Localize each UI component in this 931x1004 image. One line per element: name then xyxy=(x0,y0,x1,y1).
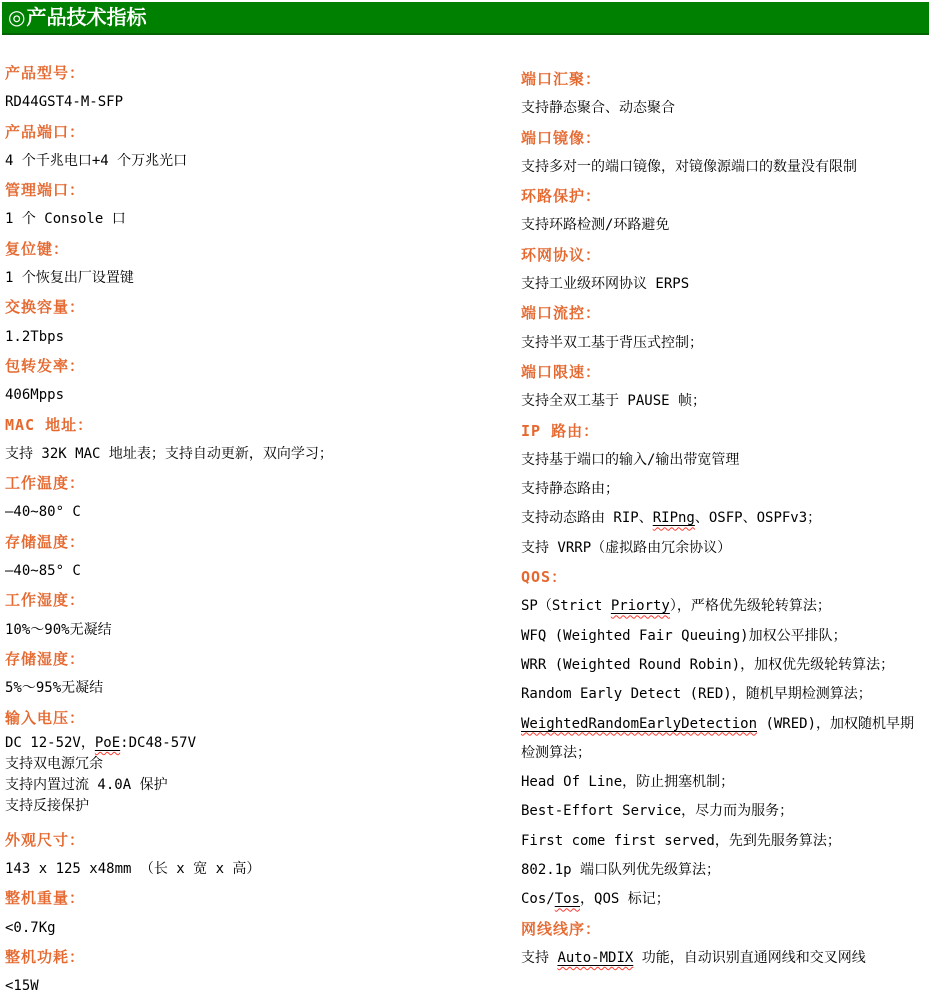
spec-section-heading: 存储温度： xyxy=(5,532,86,551)
spec-section xyxy=(5,176,495,235)
spec-section xyxy=(521,299,921,358)
spec-value-line xyxy=(521,270,921,299)
spec-value-line xyxy=(5,264,495,293)
spec-column-left xyxy=(5,59,495,1002)
misspelled-word xyxy=(555,891,580,907)
spec-section-heading: 端口流控： xyxy=(521,304,602,323)
text-segment: 支持工业级环网协议 ERPS xyxy=(521,276,690,293)
spec-value-line xyxy=(521,680,921,709)
spec-value-line xyxy=(5,775,495,796)
spec-section xyxy=(5,352,495,411)
text-segment: 支持 xyxy=(521,949,558,966)
spec-value-line xyxy=(521,885,921,914)
spec-section-heading: 包转发率： xyxy=(5,356,86,375)
spec-value-line xyxy=(5,205,495,234)
misspelled-word xyxy=(557,950,633,966)
spec-section xyxy=(521,241,921,300)
spec-value-line xyxy=(5,440,495,469)
spec-section xyxy=(5,704,495,817)
text-segment: Cos/ xyxy=(521,891,555,908)
spec-section xyxy=(5,118,495,177)
text-segment: 1.2Tbps xyxy=(5,328,65,345)
spec-value-line xyxy=(5,323,495,352)
spec-section-heading: IP 路由： xyxy=(521,421,600,440)
spellcheck-underline: Priorty xyxy=(610,598,670,615)
text-segment: 支持内置过流 4.0A 保护 xyxy=(5,776,168,793)
spec-value-line xyxy=(521,329,921,358)
spec-value-line xyxy=(521,504,921,533)
spec-section xyxy=(521,182,921,241)
text-segment: 支持双电源冗余 xyxy=(5,755,103,772)
spec-section-heading: 管理端口： xyxy=(5,181,86,200)
page-title-bar xyxy=(2,2,929,35)
spec-value-line xyxy=(521,622,921,651)
spec-section xyxy=(521,358,921,417)
text-segment: WFQ (Weighted Fair Queuing)加权公平排队； xyxy=(521,627,847,644)
spec-value-line xyxy=(521,94,921,123)
page-title: 产品技术指标 xyxy=(26,5,147,29)
text-segment: Best-Effort Service，尽力而为服务； xyxy=(521,803,794,820)
spec-value-line xyxy=(521,153,921,182)
spellcheck-underline: Tos xyxy=(554,891,581,908)
text-segment: 支持基于端口的输入/输出带宽管理 xyxy=(521,451,740,468)
text-segment: First come first served，先到先服务算法； xyxy=(521,832,841,849)
title-bullet-icon: ◎ xyxy=(8,5,26,29)
text-segment: 支持环路检测/环路避免 xyxy=(521,217,670,234)
spec-value-line xyxy=(521,211,921,240)
spec-value-line xyxy=(521,768,921,797)
spec-value-line xyxy=(521,856,921,885)
text-segment: 1 个 Console 口 xyxy=(5,211,126,228)
text-segment: 143 x 125 x48mm （长 x 宽 x 高） xyxy=(5,861,261,878)
text-segment: 支持反接保护 xyxy=(5,797,89,814)
spec-section xyxy=(5,645,495,704)
text-segment: 支持静态路由； xyxy=(521,481,619,498)
spec-section-heading: 交换容量： xyxy=(5,298,86,317)
text-segment: WRR (Weighted Round Robin)，加权优先级轮转算法； xyxy=(521,656,895,673)
spec-section xyxy=(5,293,495,352)
spec-value-line xyxy=(5,147,495,176)
spellcheck-underline: WeightedRandomEarlyDetection xyxy=(521,715,758,732)
spec-section-heading: 工作湿度： xyxy=(5,591,86,610)
spellcheck-underline: PoE xyxy=(94,734,121,751)
text-segment: Random Early Detect (RED)，随机早期检测算法； xyxy=(521,686,872,703)
spec-section-heading: 环网协议： xyxy=(521,245,602,264)
spec-section xyxy=(521,65,921,124)
spec-value-line xyxy=(521,446,921,475)
text-segment: —40~80° C xyxy=(5,504,81,521)
spec-section xyxy=(521,563,921,915)
spec-section xyxy=(521,417,921,563)
misspelled-word xyxy=(611,598,670,614)
text-segment: 支持静态聚合、动态聚合 xyxy=(521,100,675,117)
spec-section-heading: 输入电压： xyxy=(5,708,86,727)
text-segment: RD44GST4-M-SFP xyxy=(5,94,124,111)
spec-section-heading: 产品型号： xyxy=(5,64,86,82)
spec-value-line xyxy=(521,387,921,416)
spec-section xyxy=(5,235,495,294)
spec-section-heading: 环路保护： xyxy=(521,187,602,206)
spec-value-line xyxy=(5,381,495,410)
misspelled-word xyxy=(521,716,757,732)
spec-value-line xyxy=(5,88,495,117)
spec-column-right xyxy=(521,65,921,973)
spec-value-line xyxy=(521,944,921,973)
text-segment: 功能，自动识别直通网线和交叉网线 xyxy=(633,949,866,966)
spec-section xyxy=(5,826,495,885)
text-segment: 5%～95%无凝结 xyxy=(5,680,104,697)
spec-section-heading: 端口镜像： xyxy=(521,128,602,147)
text-segment: 支持多对一的端口镜像，对镜像源端口的数量没有限制 xyxy=(521,158,857,175)
spec-value-line xyxy=(5,914,495,943)
text-segment: SP（Strict xyxy=(521,598,611,615)
misspelled-word xyxy=(95,735,120,751)
spec-section xyxy=(5,586,495,645)
spec-section xyxy=(5,884,495,943)
spec-section-heading: 整机功耗： xyxy=(5,948,86,967)
spec-section xyxy=(5,411,495,470)
spellcheck-underline: Auto-MDIX xyxy=(557,949,634,966)
spec-value-line xyxy=(521,475,921,504)
text-segment: 支持 32K MAC 地址表；支持自动更新，双向学习； xyxy=(5,445,333,462)
spec-value-line xyxy=(5,557,495,586)
text-segment: ），严格优先级轮转算法； xyxy=(669,598,831,615)
spec-value-line xyxy=(5,972,495,1001)
spec-section xyxy=(5,59,495,118)
text-segment: 406Mpps xyxy=(5,387,65,404)
spec-section xyxy=(5,528,495,587)
text-segment: 支持半双工基于背压式控制； xyxy=(521,334,703,351)
spec-value-line xyxy=(5,616,495,645)
text-segment: 802.1p 端口队列优先级算法； xyxy=(521,862,721,879)
text-segment: 支持全双工基于 PAUSE 帧； xyxy=(521,393,707,410)
text-segment: ，QOS 标记； xyxy=(580,891,670,908)
spec-section-heading: QOS： xyxy=(521,568,568,587)
spec-section-heading: 存储湿度： xyxy=(5,649,86,668)
spec-section xyxy=(521,124,921,183)
spec-section-heading: 整机重量： xyxy=(5,889,86,908)
spec-value-line xyxy=(521,797,921,826)
spec-section-heading: 网线线序： xyxy=(521,919,602,938)
spec-value-line xyxy=(521,651,921,680)
spec-value-line xyxy=(5,733,495,754)
text-segment: <0.7Kg xyxy=(5,919,56,936)
spec-value-line xyxy=(5,855,495,884)
text-segment: Head Of Line，防止拥塞机制； xyxy=(521,774,735,791)
text-segment: :DC48-57V xyxy=(120,734,197,751)
spec-value-line xyxy=(521,592,921,621)
spec-section-heading: MAC 地址： xyxy=(5,415,94,434)
text-segment: (WRED)，加权随机早期检测算法； xyxy=(521,715,915,761)
spec-section-heading: 复位键： xyxy=(5,239,70,258)
text-segment: <15W xyxy=(5,978,39,995)
text-segment: 10%～90%无凝结 xyxy=(5,621,112,638)
spec-value-line xyxy=(521,534,921,563)
spellcheck-underline: RIPng xyxy=(652,510,695,527)
text-segment: 支持动态路由 RIP、 xyxy=(521,510,653,527)
spec-value-line xyxy=(521,710,921,769)
spec-value-line xyxy=(5,498,495,527)
text-segment: 、OSFP、OSPFv3； xyxy=(694,510,822,527)
text-segment: 4 个千兆电口+4 个万兆光口 xyxy=(5,152,188,169)
spec-value-line xyxy=(5,796,495,817)
spec-section xyxy=(521,915,921,974)
text-segment: 支持 VRRP（虚拟路由冗余协议） xyxy=(521,539,732,556)
spec-value-line xyxy=(5,674,495,703)
spec-section-heading: 外观尺寸： xyxy=(5,830,86,849)
spec-value-line xyxy=(5,754,495,775)
text-segment: —40~85° C xyxy=(5,563,81,580)
spec-section xyxy=(5,469,495,528)
text-segment: DC 12-52V， xyxy=(5,734,95,751)
spec-section-heading: 端口限速： xyxy=(521,362,602,381)
misspelled-word xyxy=(653,510,695,526)
spec-section-heading: 产品端口： xyxy=(5,122,86,141)
spec-section-heading: 工作温度： xyxy=(5,474,86,493)
spec-section-heading: 端口汇聚： xyxy=(521,70,602,88)
spec-value-line xyxy=(521,827,921,856)
text-segment: 1 个恢复出厂设置键 xyxy=(5,270,134,287)
spec-section xyxy=(5,943,495,1002)
